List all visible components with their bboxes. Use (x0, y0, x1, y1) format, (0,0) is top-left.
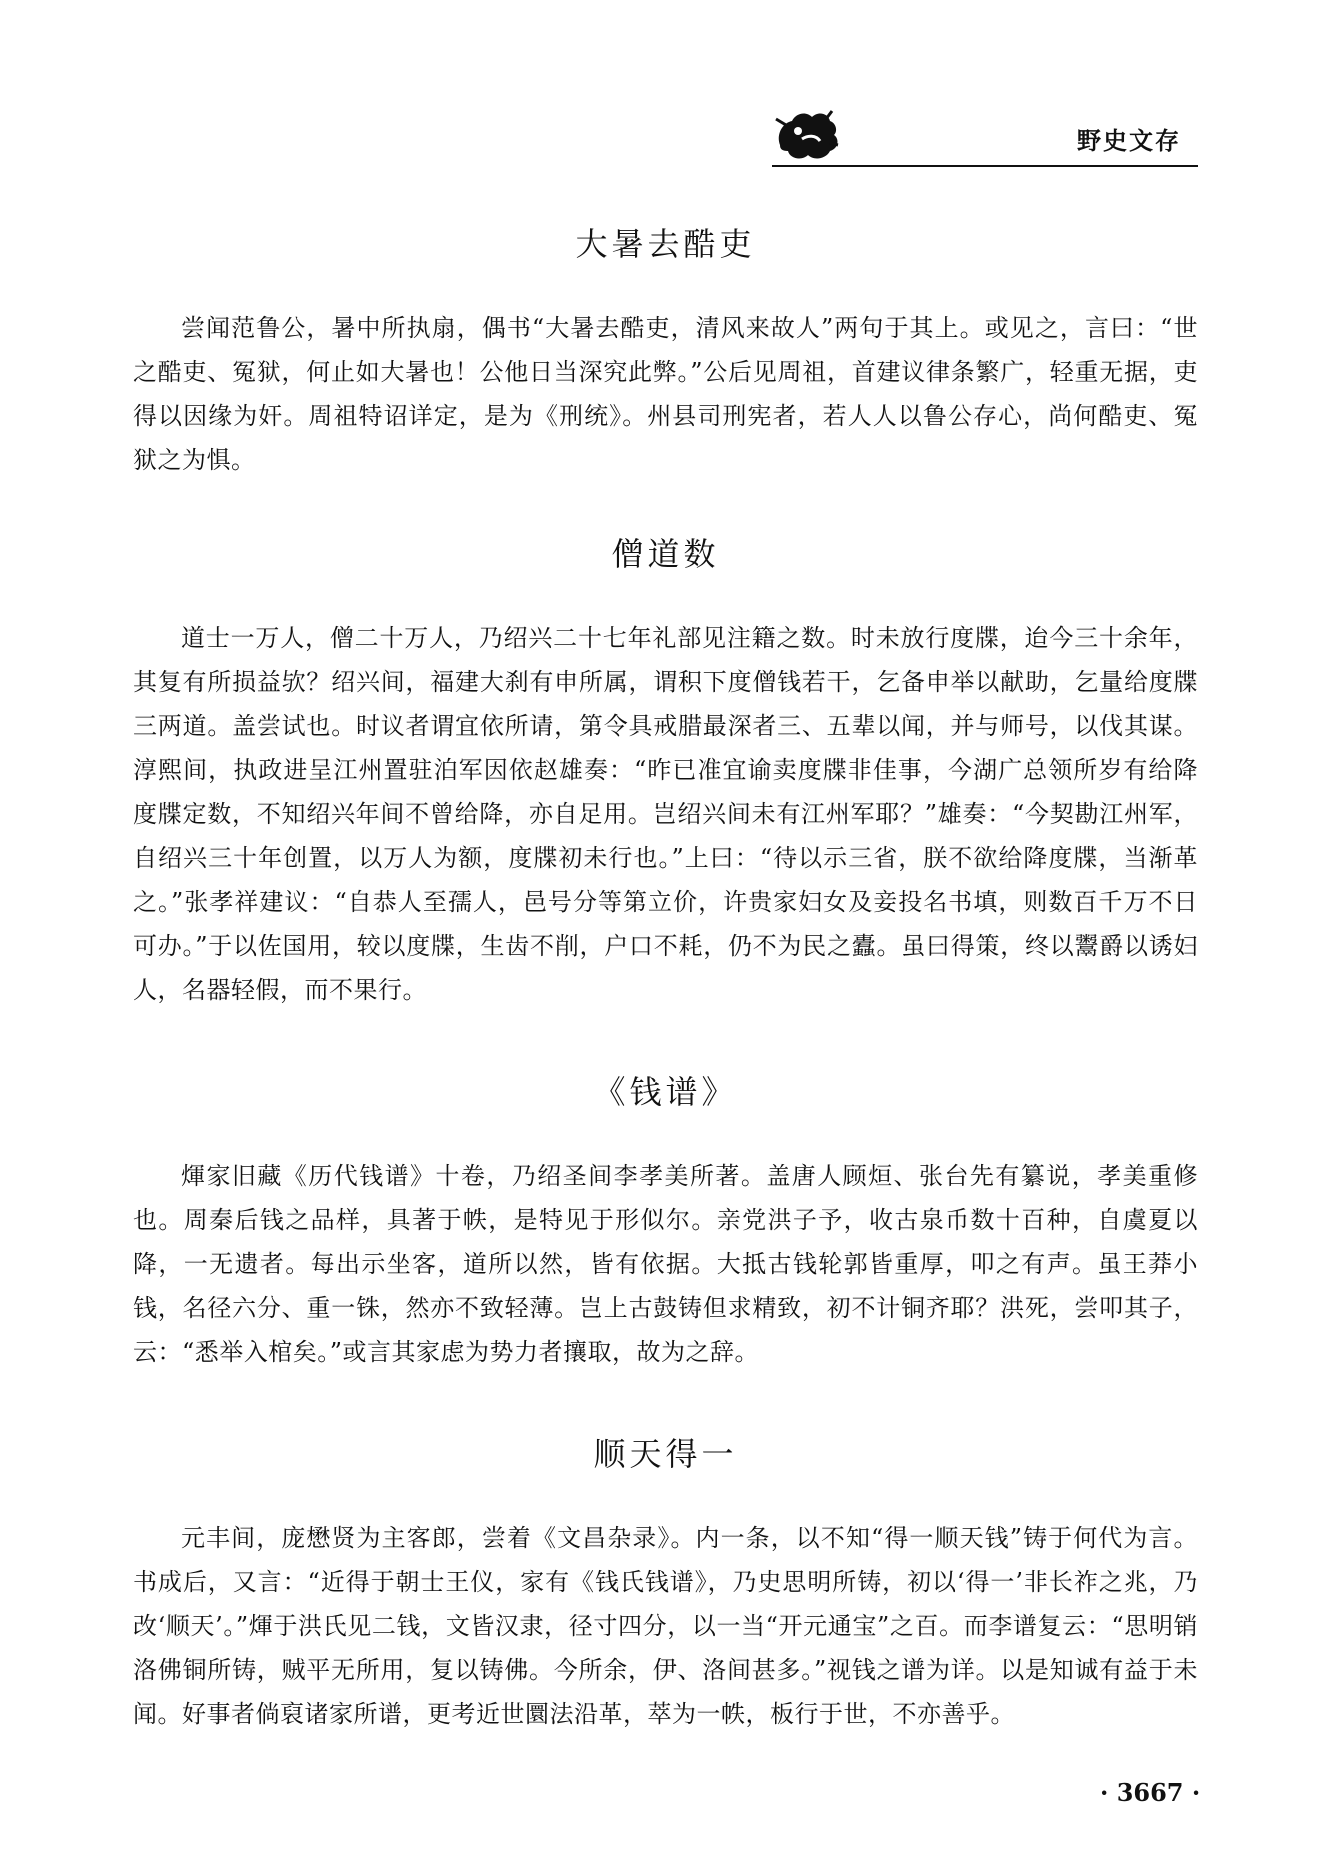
section-body: 道士一万人，僧二十万人，乃绍兴二十七年礼部见注籍之数。时未放行度牒，迨今三十余年，其复有所损益欤？绍兴间，福建大刹有申所属，谓积下度僧钱若干，乞备申举以献助，乞量给度牒三两道。盖尝试也。时议者谓宜依所请，第令具戒腊最深者三、五辈以闻，并与师号，以伐其谋。淳熙间，执政进呈江州置驻泊军因依赵雄奏：“昨已准宜谕卖度牒非佳事，今湖广总领所岁有给降度牒定数，不知绍兴年间不曾给降，亦自足用。岂绍兴间未有江州军耶？”雄奏：“今契勘江州军，自绍兴三十年创置，以万人为额，度牒初未行也。”上曰：“待以示三省，朕不欲给降度牒，当渐革之。”张孝祥建议：“自恭人至孺人，邑号分等第立价，许贵家妇女及妾投名书填，则数百千万不日可办。”于以佐国用，较以度牒，生齿不削，户口不耗，仍不为民之蠹。虽曰得策，终以鬻爵以诱妇人，名器轻假，而不果行。 (133, 624, 1198, 1004)
section-shuntian-deyi (133, 1432, 1198, 1736)
section-title: 僧道数 (611, 535, 720, 573)
section-coin-catalog (133, 1070, 1198, 1374)
section-title: 大暑去酷吏 (575, 225, 756, 263)
section-summer-heat (133, 222, 1198, 482)
section-body: 元丰间，庞懋贤为主客郎，尝着《文昌杂录》。内一条，以不知“得一顺天钱”铸于何代为言。书成后，又言：“近得于朝士王仪，家有《钱氏钱谱》，乃史思明所铸，初以‘得一’非长祚之兆，乃改‘顺天’。”煇于洪氏见二钱，文皆汉隶，径寸四分，以一当“开元通宝”之百。而李谱复云：“思明销洛佛铜所铸，贼平无所用，复以铸佛。今所余，伊、洛间甚多。”视钱之谱为详。以是知诚有益于未闻。好事者倘裒诸家所谱，更考近世圜法沿革，萃为一帙，板行于世，不亦善乎。 (133, 1524, 1198, 1728)
section-clergy-count (133, 532, 1198, 1012)
section-title: 顺天得一 (593, 1435, 738, 1473)
page-header (0, 0, 1322, 170)
section-body: 尝闻范鲁公，暑中所执扇，偶书“大暑去酷吏，清风来故人”两句于其上。或见之，言曰：“世之酷吏、冤狱，何止如大暑也！公他日当深究此弊。”公后见周祖，首建议律条繁广，轻重无据，吏得以因缘为奸。周祖特诏详定，是为《刑统》。州县司刑宪者，若人人以鲁公存心，尚何酷吏、冤狱之为惧。 (133, 314, 1198, 474)
running-title: 野史文存 (1077, 127, 1181, 155)
dragon-icon (772, 105, 842, 165)
section-title: 《钱谱》 (593, 1073, 738, 1111)
section-body: 煇家旧藏《历代钱谱》十卷，乃绍圣间李孝美所著。盖唐人顾烜、张台先有纂说，孝美重修也。周秦后钱之品样，具著于帙，是特见于形似尔。亲党洪子予，收古泉币数十百种，自虞夏以降，一无遗者。每出示坐客，道所以然，皆有依据。大抵古钱轮郭皆重厚，叩之有声。虽王莽小钱，名径六分、重一铢，然亦不致轻薄。岂上古鼓铸但求精致，初不计铜齐耶？洪死，尝叩其子，云：“悉举入棺矣。”或言其家虑为势力者攘取，故为之辞。 (133, 1162, 1198, 1366)
page-content (133, 222, 1198, 1736)
page-number: · 3667 · (1100, 1778, 1201, 1807)
header-rule (772, 165, 1198, 167)
